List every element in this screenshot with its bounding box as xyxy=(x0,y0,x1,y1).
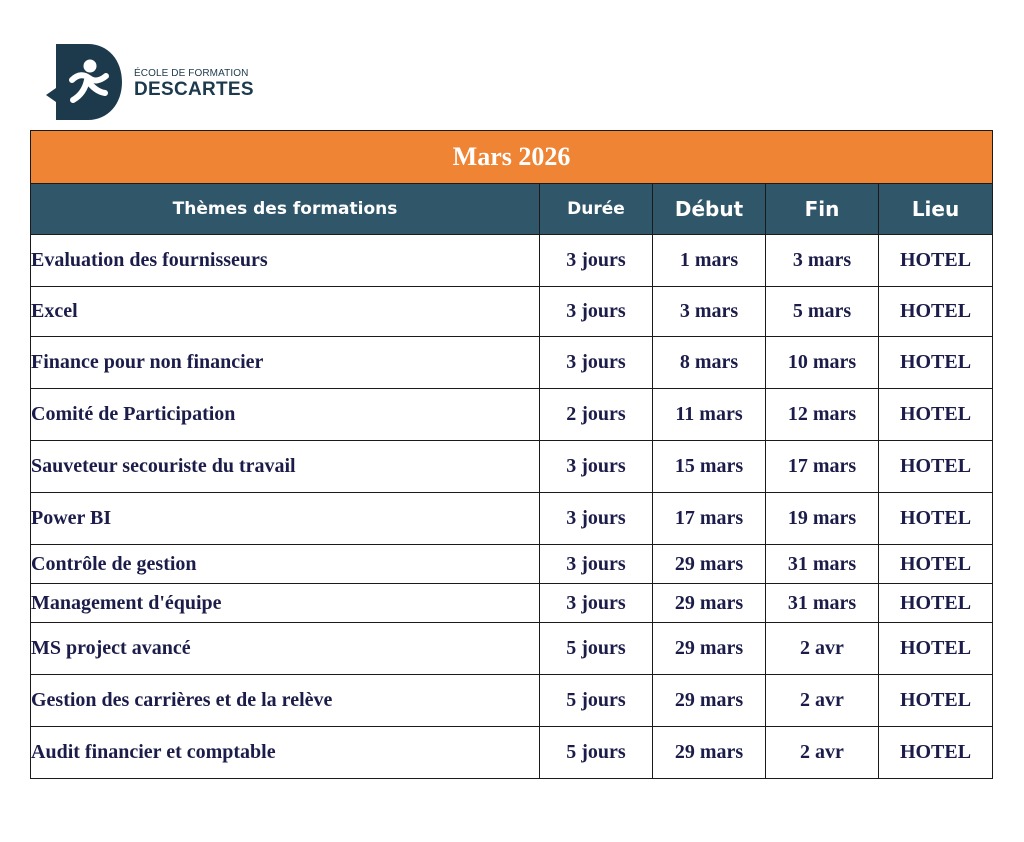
logo-subtitle: ÉCOLE DE FORMATION xyxy=(134,68,249,79)
title-row xyxy=(31,131,993,184)
table-row xyxy=(31,287,993,337)
debut-cell: 8 mars xyxy=(653,337,766,389)
debut-cell: 29 mars xyxy=(653,584,766,623)
fin-cell: 31 mars xyxy=(766,584,879,623)
lieu-cell: HOTEL xyxy=(879,675,993,727)
table-row xyxy=(31,675,993,727)
table-row xyxy=(31,493,993,545)
table-body xyxy=(31,235,993,779)
theme-cell: Power BI xyxy=(31,493,540,545)
lieu-cell: HOTEL xyxy=(879,493,993,545)
duree-cell: 3 jours xyxy=(540,235,653,287)
debut-cell: 1 mars xyxy=(653,235,766,287)
theme-cell: Audit financier et comptable xyxy=(31,727,540,779)
duree-cell: 2 jours xyxy=(540,389,653,441)
lieu-cell: HOTEL xyxy=(879,337,993,389)
duree-cell: 5 jours xyxy=(540,675,653,727)
table-row xyxy=(31,584,993,623)
header-duree: Durée xyxy=(540,184,653,235)
logo-wordmark xyxy=(134,68,254,100)
duree-cell: 3 jours xyxy=(540,545,653,584)
fin-cell: 12 mars xyxy=(766,389,879,441)
duree-cell: 5 jours xyxy=(540,727,653,779)
fin-cell: 2 avr xyxy=(766,675,879,727)
fin-cell: 10 mars xyxy=(766,337,879,389)
debut-cell: 29 mars xyxy=(653,623,766,675)
descartes-logo-icon xyxy=(42,40,126,124)
header-theme: Thèmes des formations xyxy=(31,184,540,235)
debut-cell: 11 mars xyxy=(653,389,766,441)
duree-cell: 5 jours xyxy=(540,623,653,675)
header-row xyxy=(31,184,993,235)
header-lieu: Lieu xyxy=(879,184,993,235)
table-row xyxy=(31,337,993,389)
theme-cell: Management d'équipe xyxy=(31,584,540,623)
lieu-cell: HOTEL xyxy=(879,584,993,623)
theme-cell: MS project avancé xyxy=(31,623,540,675)
debut-cell: 3 mars xyxy=(653,287,766,337)
debut-cell: 17 mars xyxy=(653,493,766,545)
table-row xyxy=(31,623,993,675)
fin-cell: 3 mars xyxy=(766,235,879,287)
theme-cell: Contrôle de gestion xyxy=(31,545,540,584)
duree-cell: 3 jours xyxy=(540,287,653,337)
duree-cell: 3 jours xyxy=(540,337,653,389)
fin-cell: 17 mars xyxy=(766,441,879,493)
header-debut: Début xyxy=(653,184,766,235)
header-fin: Fin xyxy=(766,184,879,235)
lieu-cell: HOTEL xyxy=(879,545,993,584)
theme-cell: Comité de Participation xyxy=(31,389,540,441)
table-row xyxy=(31,727,993,779)
logo-title: DESCARTES xyxy=(134,79,254,100)
debut-cell: 15 mars xyxy=(653,441,766,493)
theme-cell: Gestion des carrières et de la relève xyxy=(31,675,540,727)
theme-cell: Evaluation des fournisseurs xyxy=(31,235,540,287)
lieu-cell: HOTEL xyxy=(879,441,993,493)
duree-cell: 3 jours xyxy=(540,584,653,623)
debut-cell: 29 mars xyxy=(653,675,766,727)
table-row xyxy=(31,235,993,287)
training-schedule-table xyxy=(30,130,993,779)
school-logo xyxy=(42,40,272,124)
fin-cell: 2 avr xyxy=(766,727,879,779)
debut-cell: 29 mars xyxy=(653,545,766,584)
duree-cell: 3 jours xyxy=(540,493,653,545)
lieu-cell: HOTEL xyxy=(879,389,993,441)
theme-cell: Sauveteur secouriste du travail xyxy=(31,441,540,493)
fin-cell: 19 mars xyxy=(766,493,879,545)
table-row xyxy=(31,389,993,441)
theme-cell: Finance pour non financier xyxy=(31,337,540,389)
fin-cell: 31 mars xyxy=(766,545,879,584)
lieu-cell: HOTEL xyxy=(879,727,993,779)
fin-cell: 2 avr xyxy=(766,623,879,675)
table-row xyxy=(31,545,993,584)
month-title: Mars 2026 xyxy=(31,131,993,184)
table-row xyxy=(31,441,993,493)
debut-cell: 29 mars xyxy=(653,727,766,779)
theme-cell: Excel xyxy=(31,287,540,337)
fin-cell: 5 mars xyxy=(766,287,879,337)
lieu-cell: HOTEL xyxy=(879,623,993,675)
lieu-cell: HOTEL xyxy=(879,287,993,337)
duree-cell: 3 jours xyxy=(540,441,653,493)
lieu-cell: HOTEL xyxy=(879,235,993,287)
